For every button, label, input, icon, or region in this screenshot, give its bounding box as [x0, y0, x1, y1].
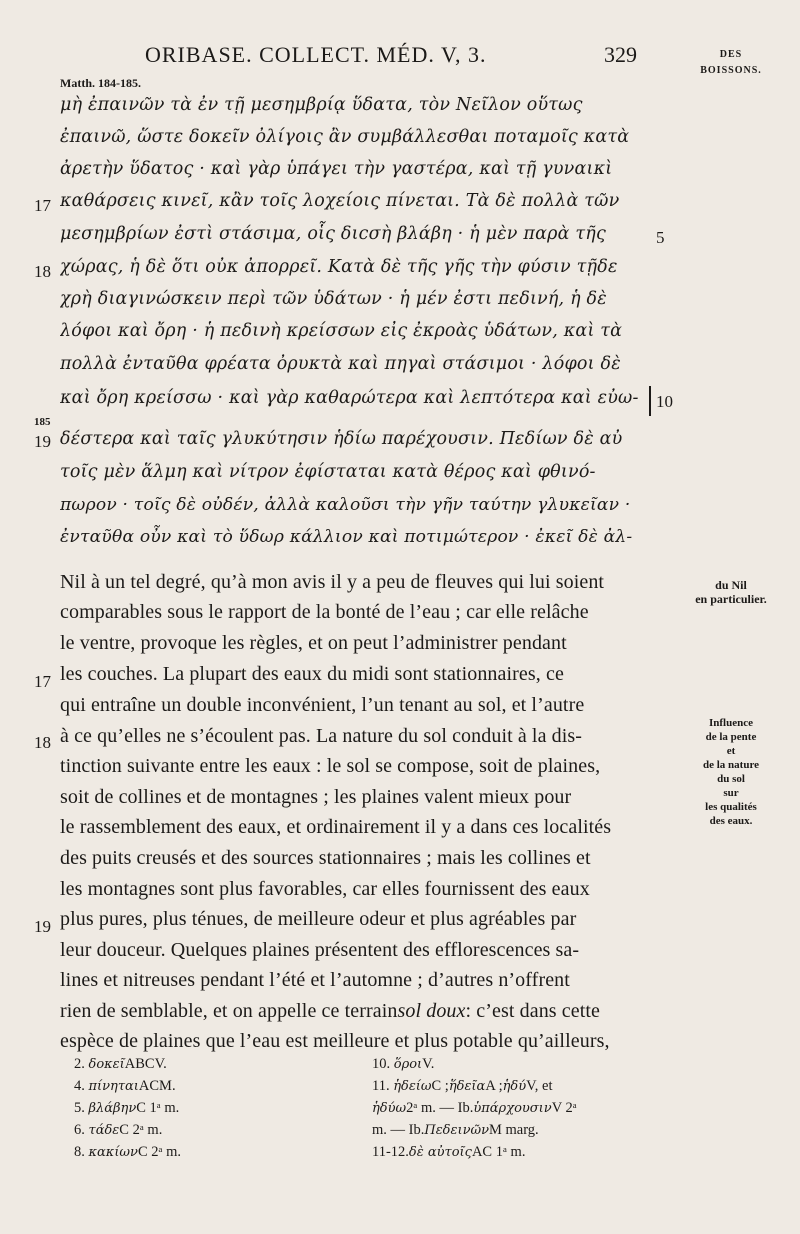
footnote-11-margin: [372, 1119, 539, 1141]
footnote-greek: πίνηται: [88, 1078, 139, 1094]
footnote-number: 10.: [372, 1055, 391, 1072]
french-line-12: plus pures, plus ténues, de meilleure odeur et plus agréables par: [60, 908, 577, 930]
footnote-number: m. — Ib.: [372, 1121, 425, 1138]
french-line-14: lines et nitreuses pendant l’été et l’automne ; d’autres n’offrent: [60, 969, 570, 991]
footnote-number: 8.: [74, 1143, 85, 1160]
margin-note-des-eaux: des eaux.: [709, 815, 753, 827]
margin-note-du-sol: du sol: [717, 773, 745, 785]
greek-line-14: ἐνταῦθα οὖν καὶ τὸ ὕδωρ κάλλιον καὶ ποτιμώτερον · ἐκεῖ δὲ ἀλ-: [60, 526, 633, 547]
french-line-10: des puits creusés et des sources stationnaires ; mais les collines et: [60, 847, 591, 869]
footnote-sigla: AC 1ᵃ m.: [471, 1143, 526, 1160]
french-line-11: les montagnes sont plus favorables, car elles fournissent des eaux: [60, 878, 590, 900]
greek-line-3: ἀρετὴν ὕδατος · καὶ γὰρ ὑπάγει τὴν γαστέρα, καὶ τῇ γυναικὶ: [60, 158, 613, 179]
greek-line-2: ἐπαινῶ, ὥστε δοκεῖν ὀλίγοις ἂν συμβάλλεσθαι ποταμοῖς κατὰ: [60, 126, 630, 147]
footnote-2: [74, 1053, 167, 1075]
footnote-5: [74, 1097, 179, 1119]
margin-note-en-particulier: en particulier.: [695, 592, 767, 606]
greek-line-10: καὶ ὄρη κρείσσω · καὶ γὰρ καθαρώτερα καὶ λεπτότερα καὶ εὐω-: [60, 387, 639, 408]
french-line-8: soit de collines et de montagnes ; les plaines valent mieux pour: [60, 786, 572, 808]
greek-line-count-5: 5: [656, 228, 665, 247]
page-number: 329: [604, 42, 637, 67]
margin-note-influence: Influence: [709, 717, 753, 729]
french-line-4: les couches. La plupart des eaux du midi sont stationnaires, ce: [60, 663, 564, 685]
greek-line-number-17: 17: [34, 196, 51, 215]
footnote-sigla: C 1ᵃ m.: [136, 1099, 180, 1116]
margin-note-de-la-nature: de la nature: [702, 759, 760, 771]
margin-note-sur: sur: [723, 787, 739, 799]
footnote-sigla: M marg.: [488, 1121, 539, 1138]
footnote-number: 4.: [74, 1077, 85, 1094]
french-line-15: rien de semblable, et on appelle ce terrain sol doux : c’est dans cette: [60, 1000, 601, 1022]
greek-line-number-19: 19: [34, 432, 51, 451]
greek-line-9: πολλὰ ἐνταῦθα φρέατα ὀρυκτὰ καὶ πηγαὶ στάσιμοι · λόφοι δὲ: [60, 353, 621, 374]
matthaei-reference: Matth. 184-185.: [60, 76, 141, 90]
footnote-greek: κακίων: [88, 1144, 138, 1160]
footnote-greek: ἡδείω: [393, 1078, 432, 1094]
footnote-greek: ἥδεῖα: [448, 1078, 486, 1094]
footnote-sigla: ABCV.: [124, 1055, 167, 1072]
running-head: ORIBASE. COLLECT. MÉD. V, 3.: [145, 42, 487, 67]
footnote-greek: ἡδύ: [502, 1078, 527, 1094]
footnote-sigla: C ;: [431, 1077, 449, 1094]
footnote-sigla: 2ᵃ m. — Ib.: [406, 1099, 474, 1116]
footnote-11-continued: [372, 1097, 577, 1119]
footnote-sigla: V, et: [526, 1077, 553, 1094]
greek-line-7: χρὴ διαγινώσκειν περὶ τῶν ὑδάτων · ἡ μέν ἐστι πεδινή, ἡ δὲ: [60, 288, 607, 309]
french-line-9: le rassemblement des eaux, et ordinairement il y a dans ces localités: [60, 816, 612, 838]
footnote-greek: ἡδύω: [372, 1100, 407, 1116]
footnote-number: 11.: [372, 1077, 390, 1094]
footnote-number: 6.: [74, 1121, 85, 1138]
footnote-11-12: [372, 1141, 525, 1163]
margin-note-boissons: BOISSONS.: [700, 65, 762, 76]
footnote-sigla: V 2ᵃ: [551, 1099, 577, 1116]
italic-term: sol doux: [397, 1000, 466, 1022]
greek-line-11: δέστερα καὶ ταῖς γλυκύτησιν ἡδίω παρέχουσιν. Πεδίων δὲ αὐ: [60, 428, 623, 449]
footnote-10: [372, 1053, 434, 1075]
greek-line-number-18: 18: [34, 262, 51, 281]
footnote-number: 2.: [74, 1055, 85, 1072]
footnote-greek: τάδε: [88, 1122, 120, 1138]
footnote-sigla: A ;: [485, 1077, 503, 1094]
french-line-2: comparables sous le rapport de la bonté de l’eau ; car elle relâche: [60, 601, 589, 623]
greek-line-6: χώρας, ἡ δὲ ὅτι οὐκ ἀπορρεῖ. Κατὰ δὲ τῆς γῆς τὴν φύσιν τῇδε: [60, 256, 618, 277]
french-line-5: qui entraîne un double inconvénient, l’un tenant au sol, et l’autre: [60, 694, 585, 716]
matthaei-page-185: 185: [34, 416, 51, 428]
footnote-number: 5.: [74, 1099, 85, 1116]
french-line-3: le ventre, provoque les règles, et on peut l’administrer pendant: [60, 632, 567, 654]
french-line-1: Nil à un tel degré, qu’à mon avis il y a peu de fleuves qui lui soient: [60, 571, 605, 593]
footnote-8: [74, 1141, 181, 1163]
french-line-6: à ce qu’elles ne s’écoulent pas. La nature du sol conduit à la dis-: [60, 725, 583, 747]
margin-note-du-nil: du Nil: [715, 578, 747, 592]
footnote-sigla: V.: [422, 1055, 435, 1072]
line-break-bar: [649, 386, 651, 416]
margin-note-et: et: [726, 745, 736, 757]
footnote-sigla: C 2ᵃ m.: [119, 1121, 163, 1138]
greek-line-1: μὴ ἐπαινῶν τὰ ἐν τῇ μεσημβρίᾳ ὕδατα, τὸν Νεῖλον οὕτως: [60, 94, 583, 115]
french-line-number-17: 17: [34, 672, 51, 691]
margin-note-les-qualites: les qualités: [705, 801, 757, 813]
greek-line-4: καθάρσεις κινεῖ, κἂν τοῖς λοχείοις πίνεται. Τὰ δὲ πολλὰ τῶν: [60, 190, 620, 211]
margin-note-des: DES: [719, 49, 743, 60]
footnote-greek: βλάβην: [88, 1100, 137, 1116]
footnote-greek: δοκεῖ: [88, 1056, 125, 1072]
footnote-number: 11-12.: [372, 1143, 409, 1160]
greek-line-12: τοῖς μὲν ἅλμη καὶ νίτρον ἐφίσταται κατὰ θέρος καὶ φθινό-: [60, 461, 596, 482]
footnote-greek: ὑπάρχουσιν: [473, 1100, 552, 1116]
greek-line-13: πωρον · τοῖς δὲ οὐδέν, ἀλλὰ καλοῦσι τὴν γῆν ταύτην γλυκεῖαν ·: [60, 494, 631, 515]
greek-line-5: μεσημβρίων ἐστὶ στάσιμα, οἷς διϲσὴ βλάβη · ἡ μὲν παρὰ τῆς: [60, 223, 606, 244]
french-line-16: espèce de plaines que l’eau est meilleure et plus potable qu’ailleurs,: [60, 1030, 610, 1052]
french-line-number-18: 18: [34, 733, 51, 752]
footnote-greek: ὅροι: [393, 1056, 423, 1072]
footnote-greek: δὲ αὐτοῖς: [408, 1144, 472, 1160]
footnote-4: [74, 1075, 176, 1097]
footnote-sigla: C 2ᵃ m.: [137, 1143, 181, 1160]
greek-line-count-10: 10: [656, 392, 673, 411]
french-line-7: tinction suivante entre les eaux : le sol se compose, soit de plaines,: [60, 755, 601, 777]
footnote-greek: Πεδεινῶν: [424, 1122, 489, 1138]
footnote-11: [372, 1075, 553, 1097]
french-line-13: leur douceur. Quelques plaines présentent des efflorescences sa-: [60, 939, 580, 961]
french-line-number-19: 19: [34, 917, 51, 936]
greek-line-8: λόφοι καὶ ὄρη · ἡ πεδινὴ κρείσσων εἰς ἐκροὰς ὑδάτων, καὶ τὰ: [60, 320, 623, 341]
margin-note-de-la-pente: de la pente: [705, 731, 757, 743]
footnote-sigla: ACM.: [138, 1077, 176, 1094]
footnote-6: [74, 1119, 162, 1141]
